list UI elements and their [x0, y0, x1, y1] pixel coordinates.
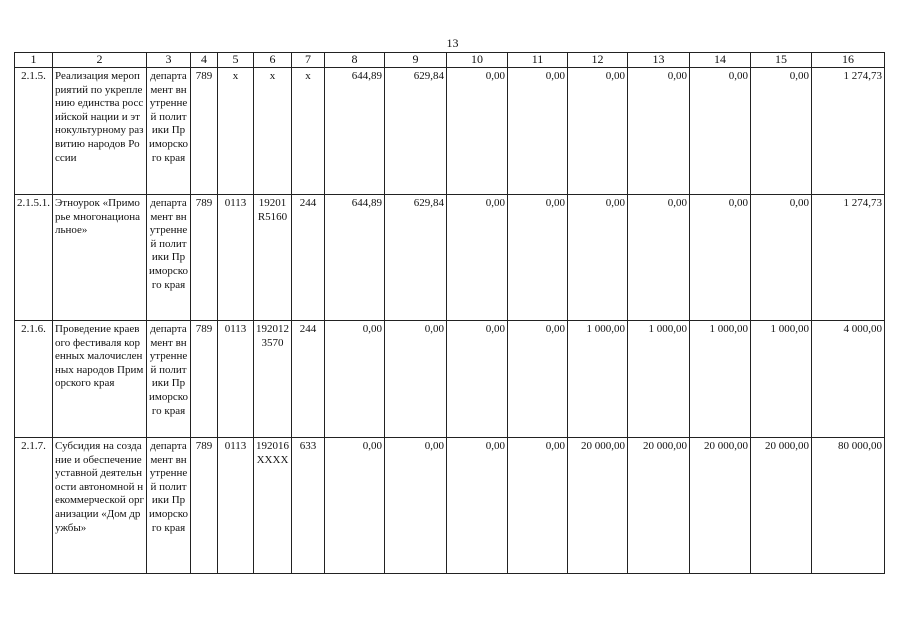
total-cell: 1 274,73 [812, 68, 885, 195]
vr-code: 244 [292, 195, 325, 321]
amount-cell: 1 000,00 [751, 321, 812, 438]
amount-cell: 0,00 [508, 195, 568, 321]
row-number: 2.1.5. [15, 68, 53, 195]
table-row [15, 195, 885, 321]
amount-cell: 1 000,00 [690, 321, 751, 438]
rzpr-code: х [218, 68, 254, 195]
total-cell: 80 000,00 [812, 438, 885, 574]
activity-name: Этноурок «Приморье многонациональное» [53, 195, 147, 321]
grbs-code: 789 [191, 438, 218, 574]
column-header: 2 [53, 53, 147, 68]
column-header: 6 [254, 53, 292, 68]
rzpr-code: 0113 [218, 321, 254, 438]
amount-cell: 0,00 [751, 195, 812, 321]
csr-code: 19201 R5160 [254, 195, 292, 321]
amount-cell: 1 000,00 [568, 321, 628, 438]
column-header: 8 [325, 53, 385, 68]
row-number: 2.1.6. [15, 321, 53, 438]
column-header: 13 [628, 53, 690, 68]
grbs-code: 789 [191, 195, 218, 321]
amount-cell: 0,00 [447, 438, 508, 574]
activity-name: Проведение краевого фестиваля коренных малочисленных народов Приморского края [53, 321, 147, 438]
amount-cell: 20 000,00 [751, 438, 812, 574]
vr-code: х [292, 68, 325, 195]
amount-cell: 20 000,00 [628, 438, 690, 574]
csr-code: 1920123570 [254, 321, 292, 438]
column-header: 7 [292, 53, 325, 68]
table-row [15, 321, 885, 438]
amount-cell: 0,00 [447, 321, 508, 438]
table-row [15, 68, 885, 195]
column-header: 4 [191, 53, 218, 68]
grbs-code: 789 [191, 321, 218, 438]
amount-cell: 0,00 [508, 438, 568, 574]
amount-cell: 1 000,00 [628, 321, 690, 438]
column-header: 12 [568, 53, 628, 68]
amount-cell: 0,00 [508, 321, 568, 438]
amount-cell: 0,00 [447, 68, 508, 195]
amount-cell: 644,89 [325, 68, 385, 195]
amount-cell: 0,00 [568, 68, 628, 195]
csr-code: х [254, 68, 292, 195]
budget-table [14, 52, 885, 574]
amount-cell: 644,89 [325, 195, 385, 321]
executor: департамент внутренней политики Приморского края [147, 438, 191, 574]
column-header: 5 [218, 53, 254, 68]
amount-cell: 0,00 [447, 195, 508, 321]
amount-cell: 0,00 [325, 438, 385, 574]
table-row [15, 438, 885, 574]
page-number: 13 [446, 36, 459, 50]
total-cell: 1 274,73 [812, 195, 885, 321]
amount-cell: 0,00 [690, 68, 751, 195]
amount-cell: 0,00 [325, 321, 385, 438]
csr-code: 192016XXXX [254, 438, 292, 574]
column-header: 1 [15, 53, 53, 68]
rzpr-code: 0113 [218, 195, 254, 321]
vr-code: 244 [292, 321, 325, 438]
amount-cell: 0,00 [628, 195, 690, 321]
column-header: 10 [447, 53, 508, 68]
amount-cell: 0,00 [690, 195, 751, 321]
row-number: 2.1.5.1. [15, 195, 53, 321]
column-header: 3 [147, 53, 191, 68]
column-header: 9 [385, 53, 447, 68]
column-header: 15 [751, 53, 812, 68]
amount-cell: 0,00 [508, 68, 568, 195]
executor: департамент внутренней политики Приморского края [147, 321, 191, 438]
amount-cell: 0,00 [385, 438, 447, 574]
amount-cell: 629,84 [385, 195, 447, 321]
header-row [15, 53, 885, 68]
executor: департамент внутренней политики Приморского края [147, 195, 191, 321]
column-header: 16 [812, 53, 885, 68]
activity-name: Реализация мероприятий по укреплению единства российской нации и этнокультурному развитию народов России [53, 68, 147, 195]
executor: департамент внутренней политики Приморского края [147, 68, 191, 195]
column-header: 14 [690, 53, 751, 68]
grbs-code: 789 [191, 68, 218, 195]
amount-cell: 0,00 [568, 195, 628, 321]
amount-cell: 0,00 [385, 321, 447, 438]
amount-cell: 629,84 [385, 68, 447, 195]
column-header: 11 [508, 53, 568, 68]
amount-cell: 20 000,00 [690, 438, 751, 574]
amount-cell: 0,00 [751, 68, 812, 195]
total-cell: 4 000,00 [812, 321, 885, 438]
amount-cell: 20 000,00 [568, 438, 628, 574]
row-number: 2.1.7. [15, 438, 53, 574]
activity-name: Субсидия на создание и обеспечение уставной деятельности автономной некоммерческой организации «Дом дружбы» [53, 438, 147, 574]
vr-code: 633 [292, 438, 325, 574]
amount-cell: 0,00 [628, 68, 690, 195]
rzpr-code: 0113 [218, 438, 254, 574]
